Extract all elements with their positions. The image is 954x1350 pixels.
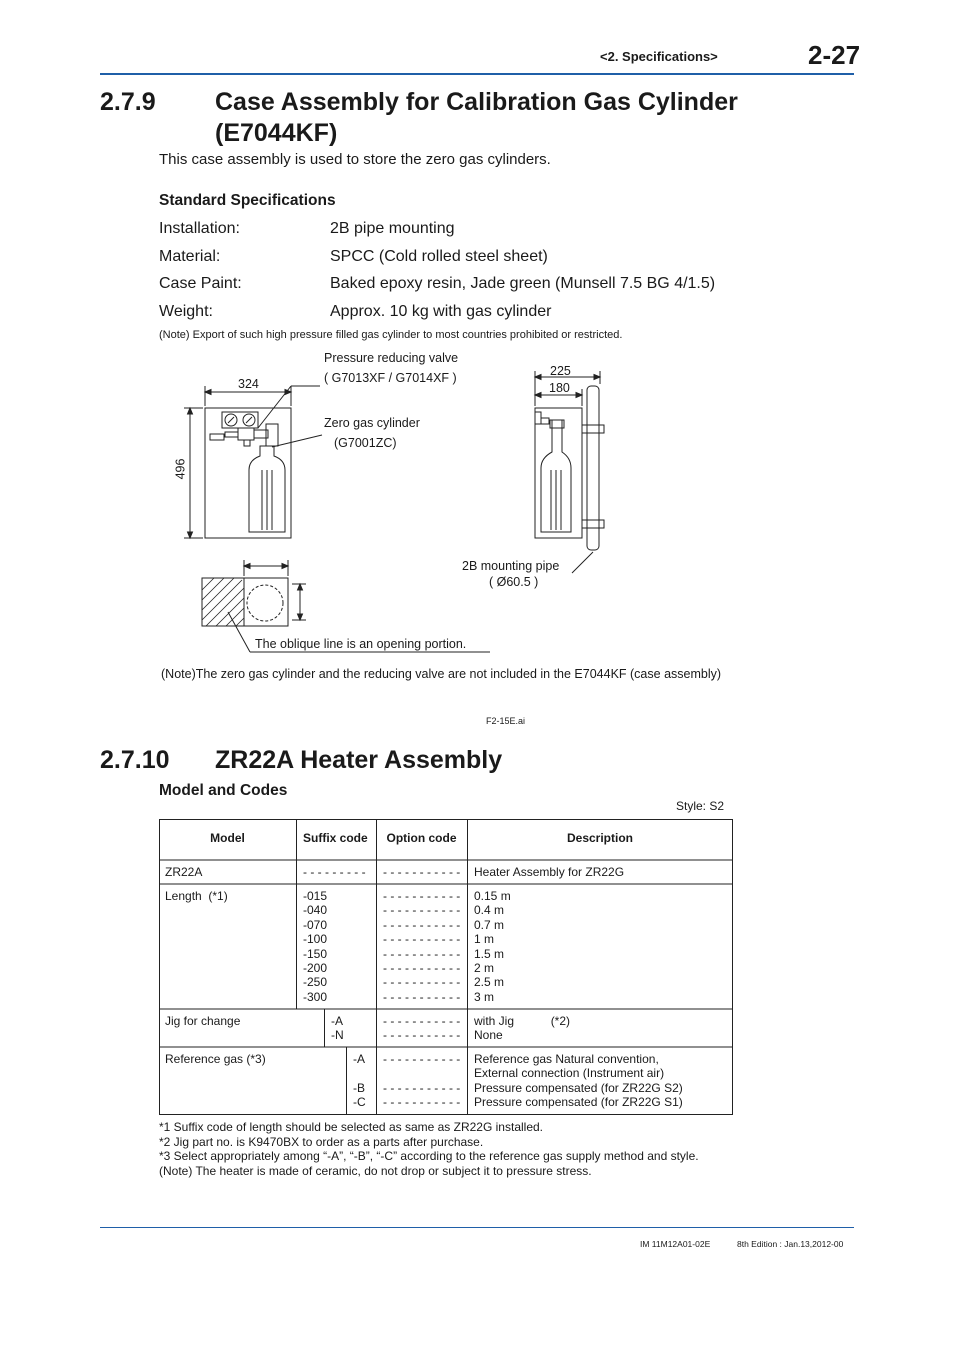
case-section-outline [202, 578, 288, 626]
dim-side-outer-label: 225 [550, 364, 571, 378]
row1-option: - - - - - - - - - - - [383, 865, 461, 879]
std-spec-heading: Standard Specifications [159, 192, 336, 209]
label-zero-gas: Zero gas cylinder [324, 416, 420, 430]
intro-text: This case assembly is used to store the zero gas cylinders. [159, 151, 551, 168]
spec-value: SPCC (Cold rolled steel sheet) [330, 248, 548, 265]
mounting-pipe [587, 386, 599, 550]
row2-suffix: -015 -040 -070 -100 -150 -200 -250 -300 [303, 889, 328, 1004]
header-section-label: <2. Specifications> [600, 49, 718, 64]
th-model: Model [210, 831, 245, 845]
spec-label: Case Paint: [159, 275, 242, 292]
section-number-2710: 2.7.10 [100, 746, 170, 774]
section-title-279-line1: Case Assembly for Calibration Gas Cylinder [215, 88, 738, 116]
th-option: Option code [386, 831, 457, 845]
spec-value: 2B pipe mounting [330, 220, 455, 237]
note-1: *1 Suffix code of length should be selected as same as ZR22G installed. [159, 1120, 544, 1134]
row1-suffix: - - - - - - - - - [303, 865, 366, 879]
row4-model: Reference gas (*3) [165, 1052, 266, 1066]
dim-width-label: 324 [238, 377, 259, 391]
dim-side-inner-label: 180 [549, 381, 570, 395]
label-zero-gas-model: (G7001ZC) [334, 436, 397, 450]
not-included-note: (Note)The zero gas cylinder and the reducing valve are not included in the E7044KF (case assembly) [161, 667, 722, 681]
footer-rule [100, 1227, 854, 1228]
row4-suffix: -A -B -C [353, 1052, 366, 1110]
th-description: Description [566, 831, 633, 845]
row3-model: Jig for change [165, 1014, 241, 1028]
row3-suffix: -A -N [331, 1014, 344, 1043]
figure-file-id: F2-15E.ai [486, 716, 526, 726]
row2-description: 0.15 m 0.4 m 0.7 m 1 m 1.5 m 2 m 2.5 m 3 m [474, 889, 511, 1004]
label-oblique-note: The oblique line is an opening portion. [255, 637, 467, 651]
row4-option: - - - - - - - - - - - - - - - - - - - - - - - - - - - - - - - - - [383, 1052, 461, 1110]
section-number-279: 2.7.9 [100, 88, 156, 116]
label-pipe-diameter: ( Ø60.5 ) [489, 575, 539, 589]
row1-description: Heater Assembly for ZR22G [474, 865, 625, 879]
row4-description: Reference gas Natural convention, External connection (Instrument air) Pressure compensated (for ZR22G S2) Pressure compensated (for ZR22G S1) [474, 1052, 683, 1110]
spec-label: Installation: [159, 220, 240, 237]
page-number: 2-27 [808, 40, 861, 70]
row2-model: Length (*1) [165, 889, 228, 903]
section-title-2710: ZR22A Heater Assembly [215, 746, 503, 774]
style-label: Style: S2 [676, 799, 725, 813]
table-notes [159, 1120, 699, 1178]
spec-label: Weight: [159, 303, 213, 320]
note-3: *3 Select appropriately among “-A”, “-B”, “-C” according to the reference gas supply method and style. [159, 1149, 699, 1163]
spec-value: Baked epoxy resin, Jade green (Munsell 7.5 BG 4/1.5) [330, 275, 716, 292]
model-codes-heading: Model and Codes [159, 782, 288, 799]
label-mounting-pipe: 2B mounting pipe [462, 559, 560, 573]
footer-doc-id: IM 11M12A01-02E [640, 1239, 711, 1249]
row1-model: ZR22A [165, 865, 203, 879]
label-pressure-valve-models: ( G7013XF / G7014XF ) [324, 371, 457, 385]
footer-edition: 8th Edition : Jan.13,2012-00 [737, 1239, 844, 1249]
row2-option: - - - - - - - - - - - - - - - - - - - - - - - - - - - - - - - - - - - - - - - - - - - - - - - - - - - - - - - - - - - - - - - - - - - - - - - - - - - - - - - - - - - - - - - - [383, 889, 461, 1004]
export-note: (Note) Export of such high pressure filled gas cylinder to most countries prohibited or restricted. [159, 329, 623, 341]
note-2: *2 Jig part no. is K9470BX to order as a parts after purchase. [159, 1134, 484, 1149]
row3-option: - - - - - - - - - - - - - - - - - - - - - - [383, 1014, 461, 1043]
spec-value: Approx. 10 kg with gas cylinder [330, 303, 552, 320]
table-body [159, 819, 733, 1115]
th-suffix: Suffix code [303, 831, 368, 845]
cylinder-section [247, 585, 283, 621]
section-title-279-line2: (E7044KF) [215, 119, 338, 147]
row3-description: with Jig (*2) None [474, 1014, 571, 1043]
spec-label: Material: [159, 248, 221, 265]
dim-height-label: 496 [173, 458, 188, 480]
label-pressure-valve: Pressure reducing valve [324, 351, 459, 365]
note-4: (Note) The heater is made of ceramic, do not drop or subject it to pressure stress. [159, 1163, 592, 1178]
